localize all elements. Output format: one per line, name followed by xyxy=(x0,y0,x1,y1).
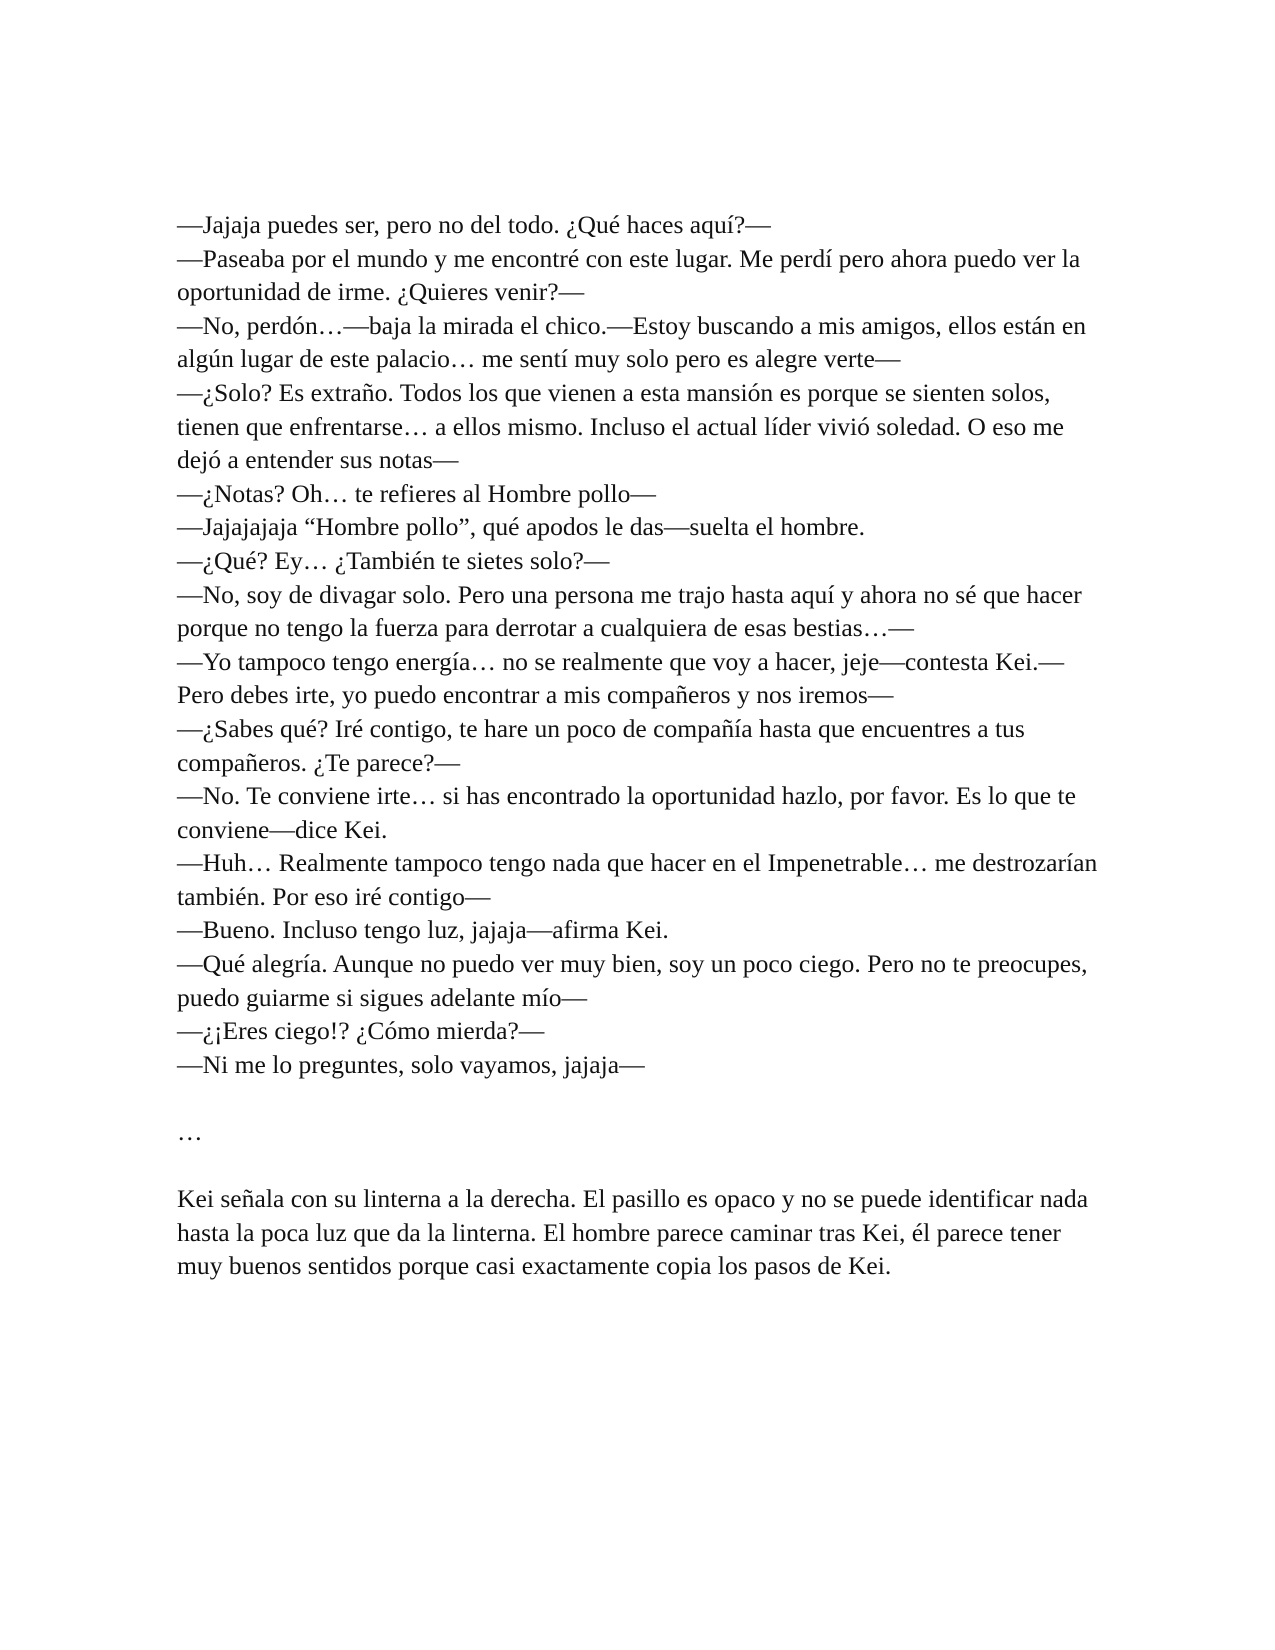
dialogue-line: —¿Qué? Ey… ¿También te sietes solo?— xyxy=(177,545,610,575)
dialogue-line: —¿¡Eres ciego!? ¿Cómo mierda?— xyxy=(177,1016,545,1046)
dialogue-line: —Huh… Realmente tampoco tengo nada que hacer en el Impenetrable… me destrozarían también. Por eso iré contigo— xyxy=(177,848,1098,911)
scene-separator: … xyxy=(177,1117,203,1147)
body-text xyxy=(177,208,1107,1283)
dialogue-line: —No, soy de divagar solo. Pero una persona me trajo hasta aquí y ahora no sé que hacer porque no tengo la fuerza para derrotar a cualquiera de esas bestias…— xyxy=(177,579,1082,643)
dialogue-line: —Jajaja puedes ser, pero no del todo. ¿Qué haces aquí?— xyxy=(177,210,771,239)
dialogue-line: —Jajajajaja “Hombre pollo”, qué apodos le das—suelta el hombre. xyxy=(177,512,865,542)
dialogue-line: —¿Sabes qué? Iré contigo, te hare un poco de compañía hasta que encuentres a tus compañeros. ¿Te parece?— xyxy=(177,713,1025,777)
dialogue-line: —Ni me lo preguntes, solo vayamos, jajaja— xyxy=(177,1049,645,1079)
dialogue-line: —Qué alegría. Aunque no puedo ver muy bien, soy un poco ciego. Pero no te preocupes, puedo guiarme si sigues adelante mío— xyxy=(177,949,1088,1012)
narration-paragraph: Kei señala con su linterna a la derecha. El pasillo es opaco y no se puede identificar nada hasta la poca luz que da la linterna. El hombre parece caminar tras Kei, él parece tener muy buenos sentidos porque casi exactamente copia los pasos de Kei. xyxy=(177,1184,1089,1281)
dialogue-line: —Yo tampoco tengo energía… no se realmente que voy a hacer, jeje—contesta Kei.—Pero debes irte, yo puedo encontrar a mis compañeros y nos iremos— xyxy=(177,646,1065,710)
dialogue-line: —¿Solo? Es extraño. Todos los que vienen a esta mansión es porque se sienten solos, tienen que enfrentarse… a ellos mismo. Incluso el actual líder vivió soledad. O eso me dejó a entender sus notas— xyxy=(177,377,1064,475)
dialogue-line: —Bueno. Incluso tengo luz, jajaja—afirma Kei. xyxy=(177,915,669,945)
dialogue-line: —Paseaba por el mundo y me encontré con este lugar. Me perdí pero ahora puedo ver la oportunidad de irme. ¿Quieres venir?— xyxy=(177,243,1081,307)
dialogue-line: —¿Notas? Oh… te refieres al Hombre pollo— xyxy=(177,478,657,508)
dialogue-line: —No, perdón…—baja la mirada el chico.—Estoy buscando a mis amigos, ellos están en algún lugar de este palacio… me sentí muy solo pero es alegre verte— xyxy=(177,310,1087,374)
dialogue-line: —No. Te conviene irte… si has encontrado la oportunidad hazlo, por favor. Es lo que te conviene—dice Kei. xyxy=(177,781,1076,844)
